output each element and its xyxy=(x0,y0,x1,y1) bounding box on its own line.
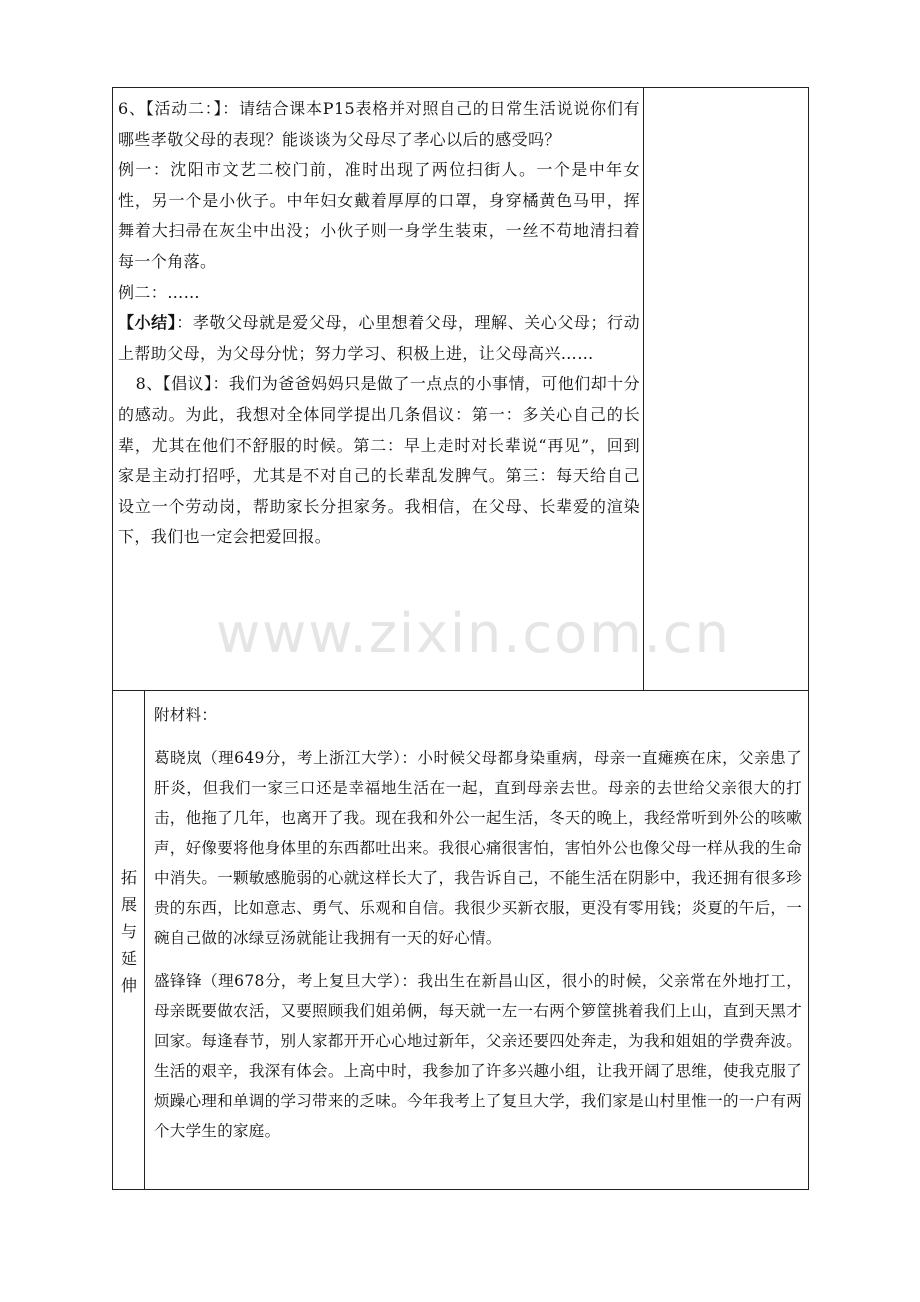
extension-label-char: 延 xyxy=(120,949,137,968)
proposal: 8、【倡议】：我们为爸爸妈妈只是做了一点点的小事情，可他们却十分的感动。为此，我想对全体同学提出几条倡议：第一：多关心自己的长辈，尤其在他们不舒服的时候。第二：早上走时对长辈说“再见”，回到家是主动打招呼，尤其是不对自己的长辈乱发脾气。第三：每天给自己设立一个劳动岗，帮助家长分担家务。我相信，在父母、长辈爱的渲染下，我们也一定会把爱回报。 xyxy=(118,374,640,547)
table-border-left xyxy=(112,87,113,1190)
extension-label-char: 伸 xyxy=(120,976,137,995)
extension-label xyxy=(114,864,144,999)
table-column-divider-lower xyxy=(144,690,145,1190)
extension-label-char: 与 xyxy=(120,922,137,941)
table-row-divider xyxy=(112,690,809,691)
example-one: 例一：沈阳市文艺二校门前，准时出现了两位扫街人。一个是中年女性，另一个是小伙子。中年妇女戴着厚厚的口罩，身穿橘黄色马甲，挥舞着大扫帚在灰尘中出没；小伙子则一身学生装束，一丝不苟地清扫着每一个角落。 xyxy=(118,160,640,271)
table-border-bottom xyxy=(112,1189,809,1190)
story-sheng-fengfeng: 盛锋锋（理678分，考上复旦大学）：我出生在新昌山区，很小的时候，父亲常在外地打工，母亲既要做农活，又要照顾我们姐弟俩，每天就一左一右两个箩筐挑着我们上山，直到天黑才回家。每逢春节，别人家都开开心心地过新年，父亲还要四处奔走，为我和姐姐的学费奔波。生活的艰辛，我深有体会。上高中时，我参加了许多兴趣小组，让我开阔了思维，使我克服了烦躁心理和单调的学习带来的乏味。今年我考上了复旦大学，我们家是山村里惟一的一户有两个大学生的家庭。 xyxy=(154,972,802,1140)
watermark: www.zixin.com.cn xyxy=(216,602,731,665)
activity-two-prompt: 6、【活动二：】：请结合课本P15表格并对照自己的日常生活说说你们有哪些孝敬父母的表现？能谈谈为父母尽了孝心以后的感受吗？ xyxy=(118,99,640,149)
example-two: 例二：…… xyxy=(118,282,201,302)
table-column-divider-upper xyxy=(643,87,644,691)
table-border-top xyxy=(112,87,809,88)
summary-text: ：孝敬父母就是爱父母，心里想着父母，理解、关心父母；行动上帮助父母，为父母分忧；努力学习、积极上进，让父母高兴…… xyxy=(118,313,641,363)
extension-label-char: 展 xyxy=(120,895,137,914)
summary xyxy=(118,308,640,369)
summary-label: 【小结】 xyxy=(118,313,177,333)
activity-cell xyxy=(118,94,640,553)
extension-label-char: 拓 xyxy=(120,868,137,887)
materials-heading: 附材料： xyxy=(154,706,218,724)
story-ge-xiaolan: 葛晓岚（理649分，考上浙江大学）：小时候父母都身染重病，母亲一直瘫痪在床，父亲患了肝炎，但我们一家三口还是幸福地生活在一起，直到母亲去世。母亲的去世给父亲很大的打击，他拖了几年，也离开了我。现在我和外公一起生活，冬天的晚上，我经常听到外公的咳嗽声，好像要将他身体里的东西都吐出来。我很心痛很害怕，害怕外公也像父母一样从我的生命中消失。一颗敏感脆弱的心就这样长大了，我告诉自己，不能生活在阴影中，我还拥有很多珍贵的东西，比如意志、勇气、乐观和自信。我很少买新衣服，更没有零用钱；炎夏的午后，一碗自己做的冰绿豆汤就能让我拥有一天的好心情。 xyxy=(154,749,802,947)
materials-cell xyxy=(154,700,802,1146)
table-border-right xyxy=(808,87,809,1190)
